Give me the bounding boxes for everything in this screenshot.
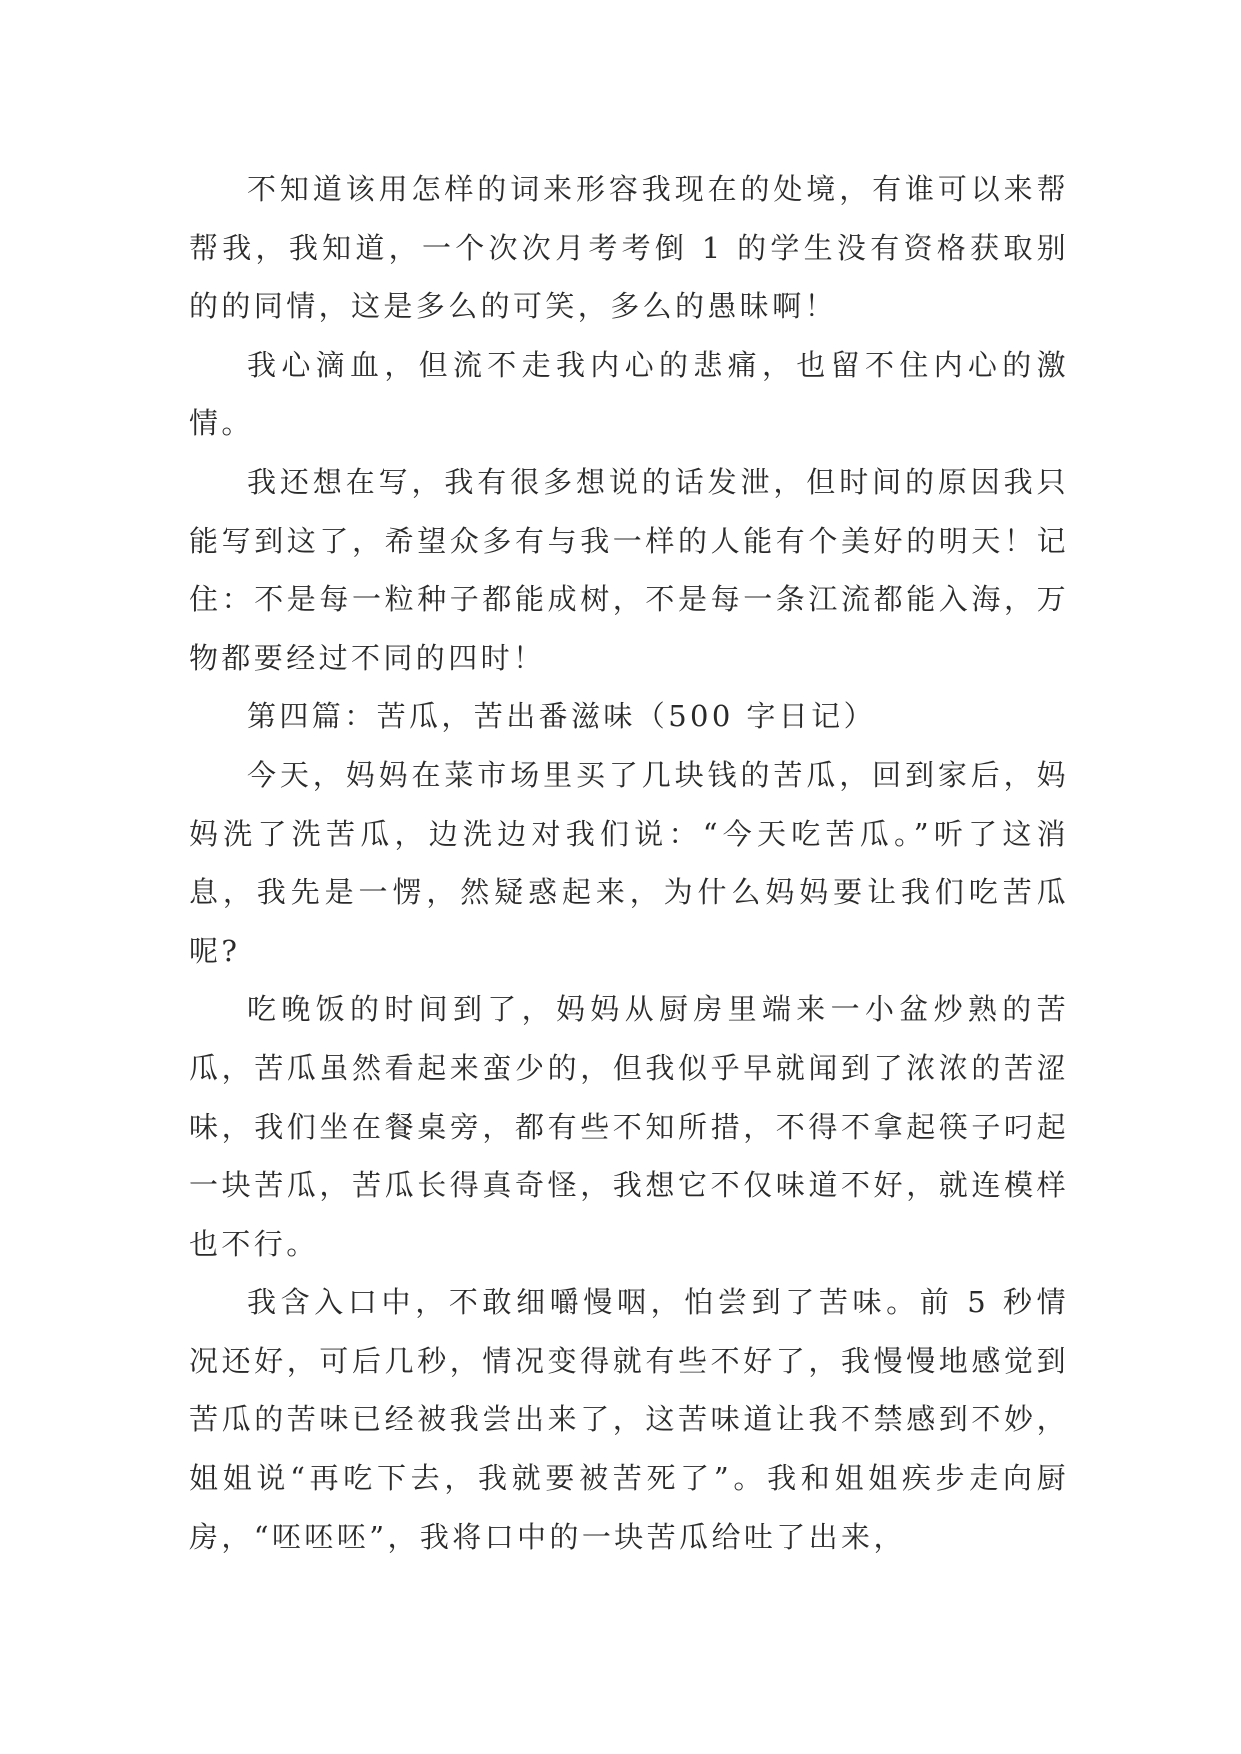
section-paragraph-1: 今天，妈妈在菜市场里买了几块钱的苦瓜，回到家后，妈妈洗了洗苦瓜，边洗边对我们说：“今天吃苦瓜。”听了这消息，我先是一愣，然疑惑起来，为什么妈妈要让我们吃苦瓜呢?	[189, 757, 1069, 968]
section-paragraph-2: 吃晚饭的时间到了，妈妈从厨房里端来一小盆炒熟的苦瓜，苦瓜虽然看起来蛮少的，但我似乎早就闻到了浓浓的苦涩味，我们坐在餐桌旁，都有些不知所措，不得不拿起筷子叼起一块苦瓜，苦瓜长得真奇怪，我想它不仅味道不好，就连模样也不行。	[189, 992, 1069, 1261]
section-title: 第四篇：苦瓜，苦出番滋味（500 字日记）	[247, 699, 876, 734]
paragraph-1: 不知道该用怎样的词来形容我现在的处境，有谁可以来帮帮我，我知道，一个次次月考考倒 1 的学生没有资格获取别的的同情，这是多么的可笑，多么的愚昧啊！	[189, 172, 1069, 324]
paragraph-3: 我还想在写，我有很多想说的话发泄，但时间的原因我只能写到这了，希望众多有与我一样的人能有个美好的明天！记住：不是每一粒种子都能成树，不是每一条江流都能入海，万物都要经过不同的四时！	[189, 464, 1069, 675]
section-paragraph-3: 我含入口中，不敢细嚼慢咽，怕尝到了苦味。前 5 秒情况还好，可后几秒，情况变得就有些不好了，我慢慢地感觉到苦瓜的苦味已经被我尝出来了，这苦味道让我不禁感到不妙，姐姐说“再吃下去，我就要被苦死了”。我和姐姐疾步走向厨房，“呸呸呸”，我将口中的一块苦瓜给吐了出来，	[189, 1285, 1069, 1554]
document-body	[189, 160, 1069, 1566]
paragraph-2: 我心滴血，但流不走我内心的悲痛，也留不住内心的激情。	[189, 347, 1069, 441]
